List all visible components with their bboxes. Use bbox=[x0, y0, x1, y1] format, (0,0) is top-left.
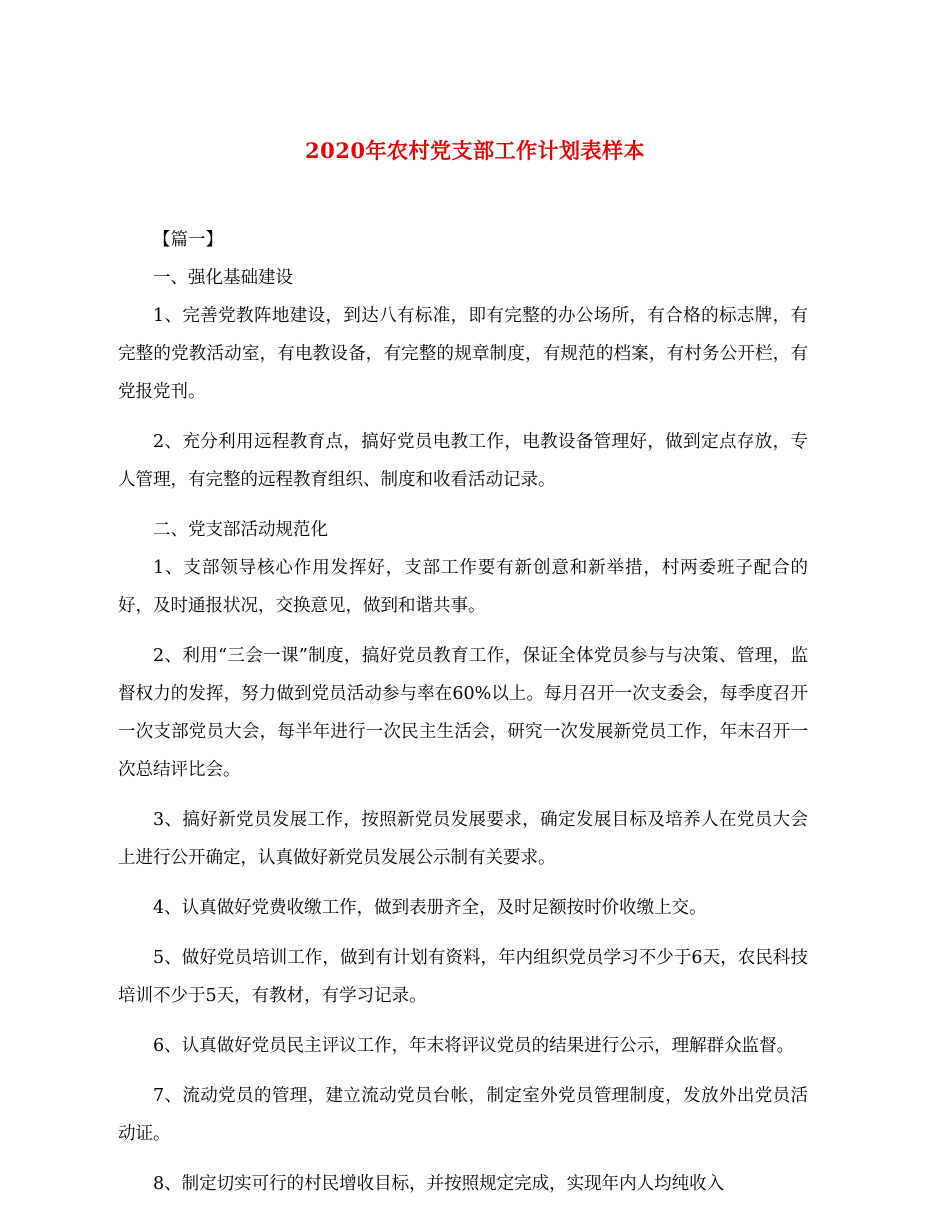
paragraph-1-1: 1、完善党教阵地建设，到达八有标准，即有完整的办公场所，有合格的标志牌，有完整的党教活动室，有电教设备，有完整的规章制度，有规范的档案，有村务公开栏，有党报党刊。 bbox=[118, 306, 808, 402]
paragraph-2-7: 7、流动党员的管理，建立流动党员台帐，制定室外党员管理制度，发放外出党员活动证。 bbox=[118, 1086, 808, 1144]
section-heading-2: 二、党支部活动规范化 bbox=[153, 520, 328, 540]
paragraph-2-2: 2、利用“三会一课”制度，搞好党员教育工作，保证全体党员参与与决策、管理，监督权力的发挥，努力做到党员活动参与率在60%以上。每月召开一次支委会，每季度召开一次支部党员大会，每半年进行一次民主生活会，研究一次发展新党员工作，年末召开一次总结评比会。 bbox=[118, 646, 808, 780]
paragraph-2-6: 6、认真做好党员民主评议工作，年末将评议党员的结果进行公示，理解群众监督。 bbox=[153, 1036, 795, 1056]
paragraph-2-1: 1、支部领导核心作用发挥好，支部工作要有新创意和新举措，村两委班子配合的好，及时通报状况，交换意见，做到和谐共事。 bbox=[118, 558, 808, 616]
section-heading-1: 一、强化基础建设 bbox=[153, 268, 293, 288]
section-label: 【篇一】 bbox=[153, 230, 223, 250]
paragraph-2-8: 8、制定切实可行的村民增收目标，并按照规定完成，实现年内人均纯收入 bbox=[153, 1174, 725, 1194]
paragraph-2-4: 4、认真做好党费收缴工作，做到表册齐全，及时足额按时价收缴上交。 bbox=[153, 898, 707, 918]
paragraph-1-2: 2、充分利用远程教育点，搞好党员电教工作，电教设备管理好，做到定点存放，专人管理，有完整的远程教育组织、制度和收看活动记录。 bbox=[118, 432, 808, 490]
paragraph-2-3: 3、搞好新党员发展工作，按照新党员发展要求，确定发展目标及培养人在党员大会上进行公开确定，认真做好新党员发展公示制有关要求。 bbox=[118, 810, 808, 868]
document-title: 2020年农村党支部工作计划表样本 bbox=[305, 138, 645, 163]
document-body bbox=[118, 221, 808, 1215]
paragraph-2-5: 5、做好党员培训工作，做到有计划有资料，年内组织党员学习不少于6天，农民科技培训不少于5天，有教材，有学习记录。 bbox=[118, 948, 808, 1006]
